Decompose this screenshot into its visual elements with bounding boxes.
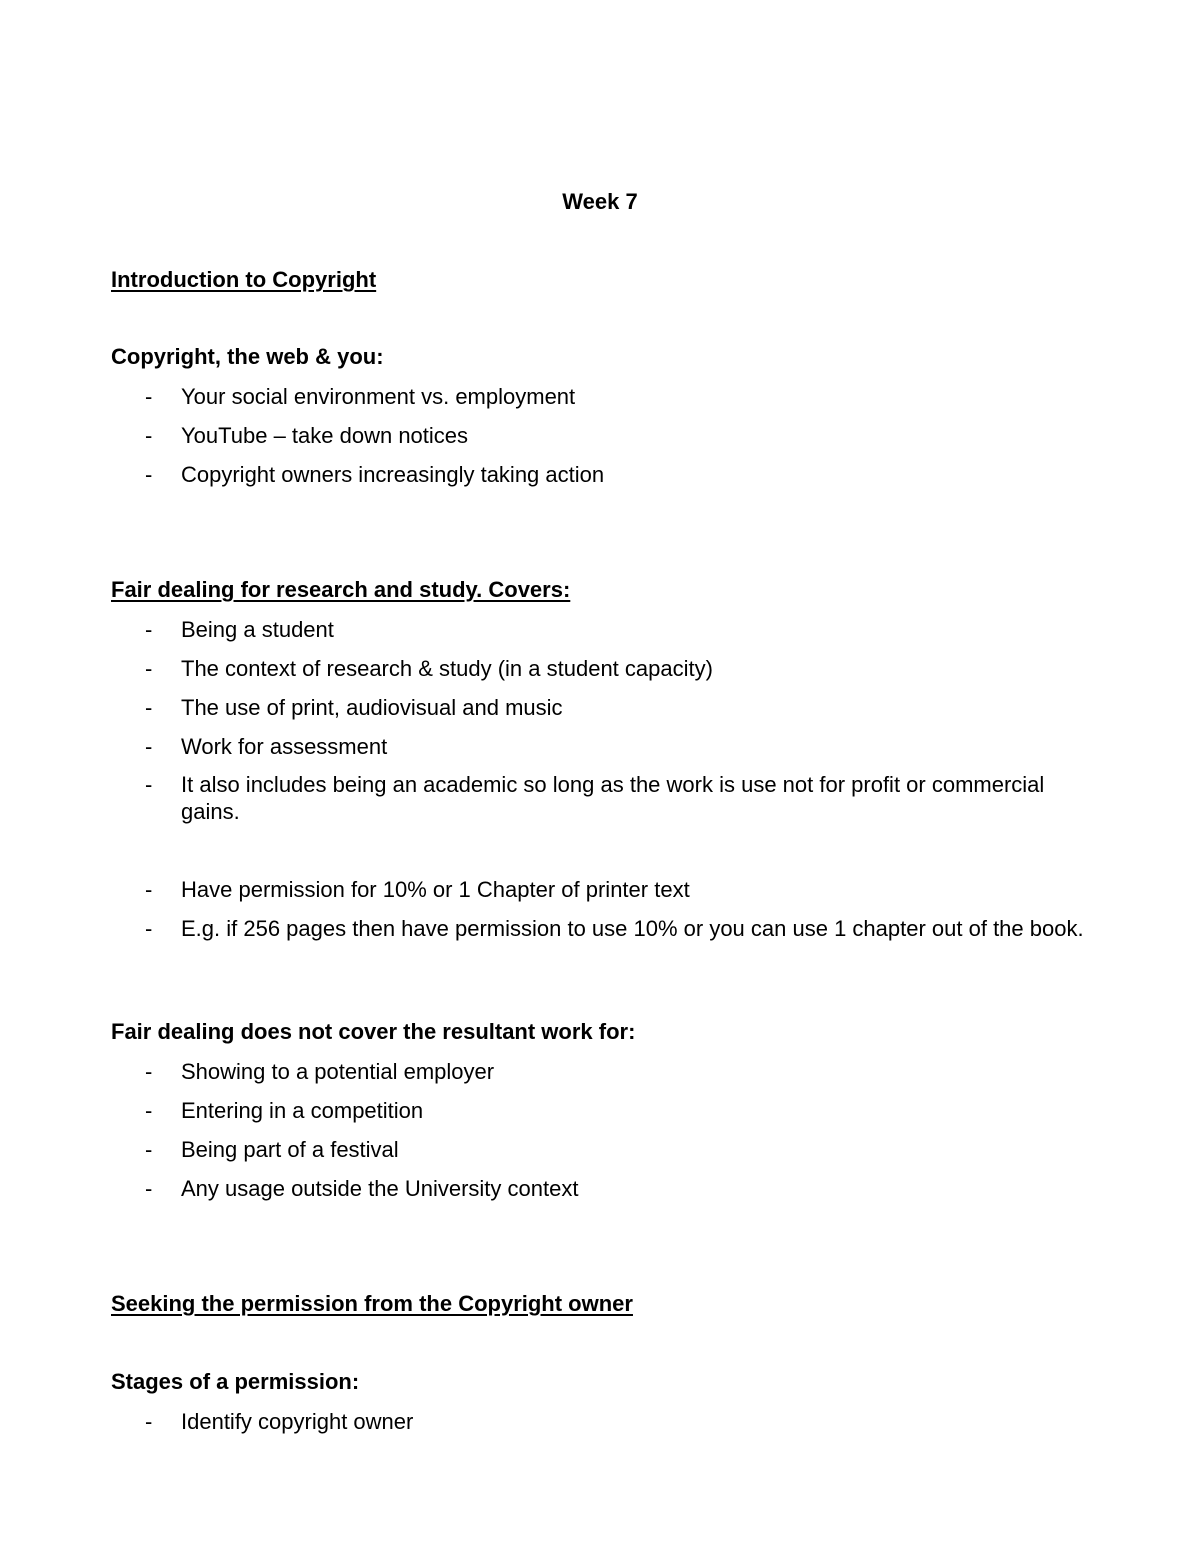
list-item (145, 1408, 1105, 1435)
list-item (145, 771, 1105, 825)
list-item-text: It also includes being an academic so long as the work is use not for profit or commercial gains. (181, 772, 1045, 824)
list-item (145, 694, 1105, 721)
bullet-dash: - (145, 1137, 153, 1162)
list-item-text: Copyright owners increasingly taking action (181, 462, 605, 487)
list-item-text: Have permission for 10% or 1 Chapter of printer text (181, 877, 690, 902)
bullet-dash: - (145, 423, 153, 448)
list-item (145, 383, 1105, 410)
section-heading-intro-copyright: Introduction to Copyright (111, 267, 377, 292)
list-item-text: Being a student (181, 617, 334, 642)
list-item (145, 655, 1105, 682)
bullet-dash: - (145, 1409, 153, 1434)
list-item-text: The context of research & study (in a student capacity) (181, 656, 713, 681)
list-item-text: Work for assessment (181, 734, 388, 759)
bullet-dash: - (145, 695, 153, 720)
list-item-text: Being part of a festival (181, 1137, 399, 1162)
sub-heading-fair-dealing-not-cover: Fair dealing does not cover the resultant work for: (111, 1019, 636, 1044)
bullet-dash: - (145, 1098, 153, 1123)
page-title: Week 7 (562, 189, 638, 214)
bullet-dash: - (145, 1059, 153, 1084)
list-item-text: The use of print, audiovisual and music (181, 695, 563, 720)
list-item (145, 461, 1105, 488)
bullet-dash: - (145, 617, 153, 642)
list-item-text: Any usage outside the University context (181, 1176, 579, 1201)
list-item (145, 876, 1105, 903)
bullet-dash: - (145, 877, 153, 902)
sub-heading-copyright-web-you: Copyright, the web & you: (111, 344, 384, 369)
list-item (145, 1097, 1105, 1124)
bullet-dash: - (145, 384, 153, 409)
sub-heading-stages-of-permission: Stages of a permission: (111, 1369, 360, 1394)
list-item-text: YouTube – take down notices (181, 423, 469, 448)
bullet-dash: - (145, 772, 153, 797)
bullet-dash: - (145, 1176, 153, 1201)
list-item-text: E.g. if 256 pages then have permission to use 10% or you can use 1 chapter out of the book. (181, 916, 1084, 941)
list-item (145, 915, 1105, 942)
bullet-dash: - (145, 462, 153, 487)
list-item (145, 1058, 1105, 1085)
list-item (145, 733, 1105, 760)
section-heading-seeking-permission: Seeking the permission from the Copyright owner (111, 1291, 633, 1316)
section-heading-fair-dealing-covers: Fair dealing for research and study. Covers: (111, 577, 571, 602)
list-item-text: Identify copyright owner (181, 1409, 414, 1434)
bullet-dash: - (145, 734, 153, 759)
list-item (145, 1136, 1105, 1163)
list-item-text: Entering in a competition (181, 1098, 424, 1123)
list-item (145, 616, 1105, 643)
list-item (145, 1175, 1105, 1202)
bullet-dash: - (145, 656, 153, 681)
list-item-text: Showing to a potential employer (181, 1059, 495, 1084)
list-item (145, 422, 1105, 449)
list-item-text: Your social environment vs. employment (181, 384, 576, 409)
bullet-dash: - (145, 916, 153, 941)
